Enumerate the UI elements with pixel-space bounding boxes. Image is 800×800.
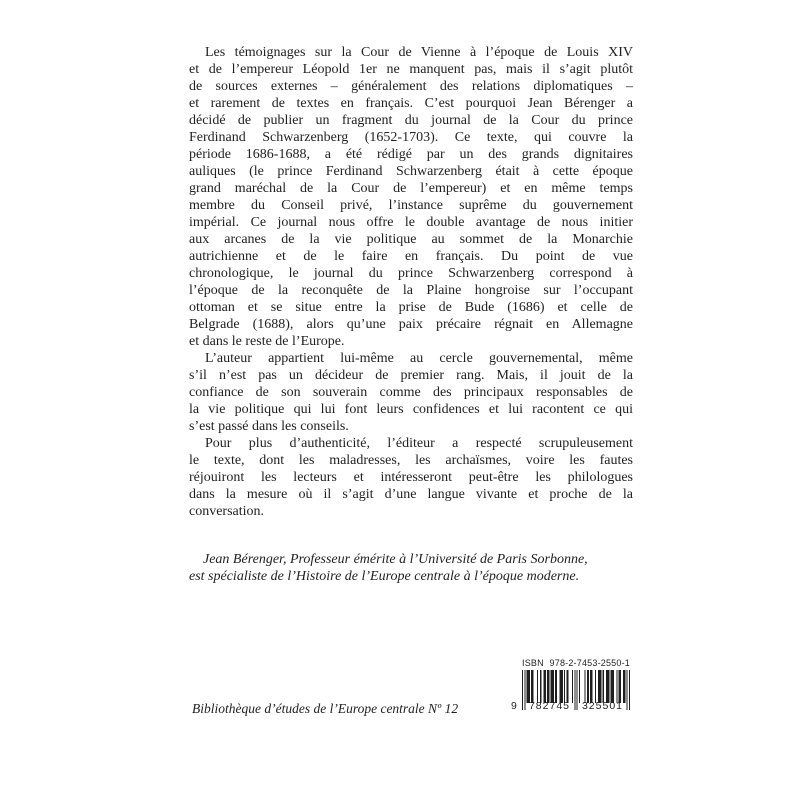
barcode-bars bbox=[511, 670, 630, 712]
text-line: ottoman et se situe entre la prise de Bude (1686) et celle de bbox=[189, 300, 633, 315]
barcode-digit-group1: 782745 bbox=[528, 700, 571, 712]
collection-label: Bibliothèque d’études de l’Europe centrale Nº 12 bbox=[192, 701, 459, 716]
text-line: réjouiront les lecteurs et intéresseront peut-être les philologues bbox=[189, 470, 633, 485]
paragraph bbox=[189, 350, 633, 435]
barcode-digit-group2: 325501 bbox=[581, 700, 624, 712]
text-line: et rarement de textes en français. C’est pourquoi Jean Bérenger a bbox=[189, 96, 633, 111]
author-note bbox=[189, 551, 633, 585]
text-line: de sources externes – généralement des relations diplomatiques – bbox=[189, 79, 633, 94]
text-line: L’auteur appartient lui-même au cercle gouvernemental, même bbox=[205, 351, 633, 366]
text-line: décidé de publier un fragment du journal de la Cour du prince bbox=[189, 113, 633, 128]
text-line: confiance de son souverain comme des principaux responsables de bbox=[189, 385, 633, 400]
paragraph bbox=[189, 435, 633, 520]
text-line: autrichienne et de le faire en français. Du point de vue bbox=[189, 249, 633, 264]
text-line: la vie politique qui lui font leurs confidences et lui racontent ce qui bbox=[189, 402, 633, 417]
text-line: chronologique, le journal du prince Schwarzenberg correspond à bbox=[189, 266, 633, 281]
text-line: l’époque de la reconquête de la Plaine hongroise sur l’occupant bbox=[189, 283, 633, 298]
isbn-label bbox=[522, 658, 630, 669]
text-line: le texte, dont les maladresses, les archaïsmes, voire les fautes bbox=[189, 453, 633, 468]
text-line: et dans le reste de l’Europe. bbox=[189, 334, 345, 349]
text-line: s’est passé dans les conseils. bbox=[189, 419, 349, 434]
text-line: Ferdinand Schwarzenberg (1652-1703). Ce texte, qui couvre la bbox=[189, 130, 633, 145]
text-line: Les témoignages sur la Cour de Vienne à l’époque de Louis XIV bbox=[205, 45, 633, 60]
text-line: membre du Conseil privé, l’instance suprême du gouvernement bbox=[189, 198, 633, 213]
text-line: Pour plus d’authenticité, l’éditeur a respecté scrupuleusement bbox=[205, 436, 633, 451]
text-line: conversation. bbox=[189, 504, 265, 519]
text-line: période 1686-1688, a été rédigé par un des grands dignitaires bbox=[189, 147, 633, 162]
barcode bbox=[512, 658, 632, 710]
blurb bbox=[189, 44, 633, 585]
isbn-number: 978-2-7453-2550-1 bbox=[549, 658, 630, 668]
text-line: est spécialiste de l’Histoire de l’Europe centrale à l’époque moderne. bbox=[189, 569, 580, 584]
text-line: et de l’empereur Léopold 1er ne manquent pas, mais il s’agit plutôt bbox=[189, 62, 633, 77]
text-line: grand maréchal de la Cour de l’empereur) et en même temps bbox=[189, 181, 633, 196]
text-line: impérial. Ce journal nous offre le double avantage de nous initier bbox=[189, 215, 633, 230]
text-line: aux arcanes de la vie politique au sommet de la Monarchie bbox=[189, 232, 633, 247]
paragraph bbox=[189, 44, 633, 350]
text-line: dans la mesure où il s’agit d’une langue vivante et proche de la bbox=[189, 487, 633, 502]
text-line: auliques (le prince Ferdinand Schwarzenberg était à cette époque bbox=[189, 164, 633, 179]
barcode-digit-first: 9 bbox=[511, 700, 517, 712]
text-line: Belgrade (1688), alors qu’une paix précaire régnait en Allemagne bbox=[189, 317, 633, 332]
text-line: s’il n’est pas un décideur de premier rang. Mais, il jouit de la bbox=[189, 368, 633, 383]
paragraphs bbox=[189, 44, 633, 520]
text-line: Jean Bérenger, Professeur émérite à l’Université de Paris Sorbonne, bbox=[203, 552, 588, 567]
isbn-prefix: ISBN bbox=[522, 658, 544, 668]
